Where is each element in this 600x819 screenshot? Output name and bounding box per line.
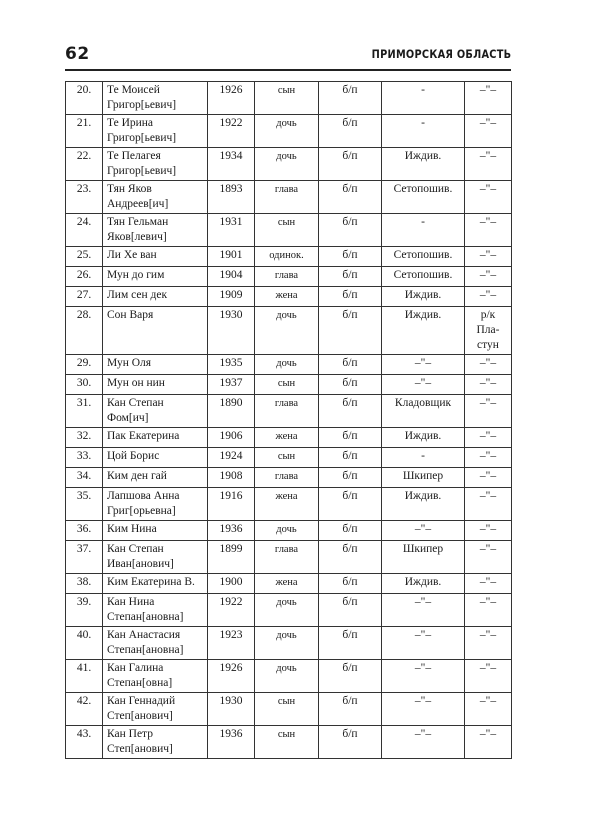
- party-status: б/п: [319, 488, 382, 521]
- table-row: [66, 488, 512, 521]
- row-number: 30.: [66, 375, 103, 395]
- birth-year: 1935: [208, 355, 255, 375]
- party-status: б/п: [319, 267, 382, 287]
- party-status: б/п: [319, 307, 382, 355]
- note: –"–: [465, 627, 512, 660]
- family-relation: дочь: [255, 660, 319, 693]
- row-number: 24.: [66, 214, 103, 247]
- family-relation: сын: [255, 375, 319, 395]
- party-status: б/п: [319, 375, 382, 395]
- note: –"–: [465, 375, 512, 395]
- family-relation: дочь: [255, 307, 319, 355]
- table-row: [66, 267, 512, 287]
- party-status: б/п: [319, 355, 382, 375]
- row-number: 26.: [66, 267, 103, 287]
- party-status: б/п: [319, 726, 382, 759]
- note: –"–: [465, 148, 512, 181]
- note: –"–: [465, 214, 512, 247]
- note: –"–: [465, 594, 512, 627]
- party-status: б/п: [319, 448, 382, 468]
- table-row: [66, 726, 512, 759]
- note: р/к Пла-стун: [465, 307, 512, 355]
- person-name: Пак Екатерина: [103, 428, 208, 448]
- person-name: Кан Степан Фом[ич]: [103, 395, 208, 428]
- note: –"–: [465, 355, 512, 375]
- party-status: б/п: [319, 214, 382, 247]
- family-relation: глава: [255, 395, 319, 428]
- row-number: 35.: [66, 488, 103, 521]
- table-row: [66, 574, 512, 594]
- person-name: Мун до гим: [103, 267, 208, 287]
- birth-year: 1909: [208, 287, 255, 307]
- person-name: Лапшова Анна Григ[орьевна]: [103, 488, 208, 521]
- person-name: Те Моисей Григор[ьевич]: [103, 82, 208, 115]
- occupation: –"–: [382, 693, 465, 726]
- row-number: 29.: [66, 355, 103, 375]
- row-number: 39.: [66, 594, 103, 627]
- note: –"–: [465, 287, 512, 307]
- person-name: Мун Оля: [103, 355, 208, 375]
- birth-year: 1936: [208, 726, 255, 759]
- occupation: -: [382, 214, 465, 247]
- occupation: Иждив.: [382, 148, 465, 181]
- table-row: [66, 375, 512, 395]
- occupation: Сетопошив.: [382, 267, 465, 287]
- occupation: –"–: [382, 521, 465, 541]
- note: –"–: [465, 267, 512, 287]
- row-number: 42.: [66, 693, 103, 726]
- person-name: Тян Яков Андреев[ич]: [103, 181, 208, 214]
- table-row: [66, 247, 512, 267]
- row-number: 23.: [66, 181, 103, 214]
- occupation: –"–: [382, 726, 465, 759]
- note: –"–: [465, 247, 512, 267]
- table-row: [66, 395, 512, 428]
- table-row: [66, 428, 512, 448]
- row-number: 43.: [66, 726, 103, 759]
- table-row: [66, 355, 512, 375]
- row-number: 36.: [66, 521, 103, 541]
- family-relation: жена: [255, 574, 319, 594]
- table-row: [66, 594, 512, 627]
- table-row: [66, 82, 512, 115]
- occupation: Иждив.: [382, 574, 465, 594]
- note: –"–: [465, 468, 512, 488]
- birth-year: 1922: [208, 594, 255, 627]
- birth-year: 1926: [208, 660, 255, 693]
- family-relation: дочь: [255, 521, 319, 541]
- note: –"–: [465, 428, 512, 448]
- table-row: [66, 660, 512, 693]
- person-name: Кан Петр Степ[анович]: [103, 726, 208, 759]
- person-name: Те Ирина Григор[ьевич]: [103, 115, 208, 148]
- occupation: Иждив.: [382, 287, 465, 307]
- table-row: [66, 521, 512, 541]
- occupation: Иждив.: [382, 428, 465, 448]
- person-name: Сон Варя: [103, 307, 208, 355]
- row-number: 38.: [66, 574, 103, 594]
- row-number: 34.: [66, 468, 103, 488]
- table-row: [66, 287, 512, 307]
- birth-year: 1901: [208, 247, 255, 267]
- row-number: 33.: [66, 448, 103, 468]
- table-row: [66, 181, 512, 214]
- person-name: Лим сен дек: [103, 287, 208, 307]
- family-relation: дочь: [255, 148, 319, 181]
- family-relation: одинок.: [255, 247, 319, 267]
- occupation: Иждив.: [382, 307, 465, 355]
- party-status: б/п: [319, 521, 382, 541]
- family-relation: сын: [255, 726, 319, 759]
- birth-year: 1890: [208, 395, 255, 428]
- party-status: б/п: [319, 115, 382, 148]
- party-status: б/п: [319, 660, 382, 693]
- birth-year: 1922: [208, 115, 255, 148]
- family-relation: глава: [255, 541, 319, 574]
- note: –"–: [465, 521, 512, 541]
- occupation: –"–: [382, 375, 465, 395]
- family-relation: дочь: [255, 115, 319, 148]
- table-row: [66, 541, 512, 574]
- occupation: –"–: [382, 627, 465, 660]
- row-number: 28.: [66, 307, 103, 355]
- family-relation: сын: [255, 82, 319, 115]
- occupation: Шкипер: [382, 468, 465, 488]
- birth-year: 1931: [208, 214, 255, 247]
- person-name: Ли Хе ван: [103, 247, 208, 267]
- note: –"–: [465, 181, 512, 214]
- party-status: б/п: [319, 574, 382, 594]
- party-status: б/п: [319, 82, 382, 115]
- birth-year: 1923: [208, 627, 255, 660]
- person-name: Тян Гельман Яков[левич]: [103, 214, 208, 247]
- birth-year: 1893: [208, 181, 255, 214]
- birth-year: 1926: [208, 82, 255, 115]
- running-title: ПРИМОРСКАЯ ОБЛАСТЬ: [371, 47, 511, 61]
- person-name: Кан Нина Степан[ановна]: [103, 594, 208, 627]
- party-status: б/п: [319, 627, 382, 660]
- row-number: 22.: [66, 148, 103, 181]
- family-relation: глава: [255, 181, 319, 214]
- note: –"–: [465, 488, 512, 521]
- birth-year: 1934: [208, 148, 255, 181]
- person-name: Кан Анастасия Степан[ановна]: [103, 627, 208, 660]
- occupation: -: [382, 82, 465, 115]
- family-relation: жена: [255, 287, 319, 307]
- birth-year: 1930: [208, 307, 255, 355]
- family-relation: жена: [255, 428, 319, 448]
- occupation: Иждив.: [382, 488, 465, 521]
- family-relation: глава: [255, 267, 319, 287]
- table-row: [66, 307, 512, 355]
- occupation: Шкипер: [382, 541, 465, 574]
- person-name: Ким ден гай: [103, 468, 208, 488]
- table-row: [66, 148, 512, 181]
- person-name: Ким Екатерина В.: [103, 574, 208, 594]
- birth-year: 1937: [208, 375, 255, 395]
- family-relation: сын: [255, 693, 319, 726]
- table-row: [66, 627, 512, 660]
- page-header: [65, 44, 511, 66]
- note: –"–: [465, 574, 512, 594]
- roster-table: [65, 81, 512, 759]
- occupation: -: [382, 448, 465, 468]
- family-relation: глава: [255, 468, 319, 488]
- person-name: Мун он нин: [103, 375, 208, 395]
- occupation: –"–: [382, 660, 465, 693]
- family-relation: сын: [255, 214, 319, 247]
- person-name: Кан Геннадий Степ[анович]: [103, 693, 208, 726]
- row-number: 20.: [66, 82, 103, 115]
- occupation: –"–: [382, 594, 465, 627]
- occupation: -: [382, 115, 465, 148]
- row-number: 37.: [66, 541, 103, 574]
- party-status: б/п: [319, 594, 382, 627]
- party-status: б/п: [319, 181, 382, 214]
- note: –"–: [465, 660, 512, 693]
- party-status: б/п: [319, 468, 382, 488]
- birth-year: 1900: [208, 574, 255, 594]
- birth-year: 1908: [208, 468, 255, 488]
- family-relation: дочь: [255, 355, 319, 375]
- birth-year: 1904: [208, 267, 255, 287]
- page-number: 62: [65, 44, 90, 64]
- header-rule: [65, 69, 511, 71]
- party-status: б/п: [319, 247, 382, 267]
- person-name: Кан Степан Иван[анович]: [103, 541, 208, 574]
- birth-year: 1916: [208, 488, 255, 521]
- row-number: 40.: [66, 627, 103, 660]
- row-number: 25.: [66, 247, 103, 267]
- person-name: Кан Галина Степан[овна]: [103, 660, 208, 693]
- family-relation: дочь: [255, 627, 319, 660]
- person-name: Ким Нина: [103, 521, 208, 541]
- party-status: б/п: [319, 287, 382, 307]
- occupation: Сетопошив.: [382, 247, 465, 267]
- note: –"–: [465, 541, 512, 574]
- table-row: [66, 214, 512, 247]
- roster-body: [66, 82, 512, 759]
- family-relation: сын: [255, 448, 319, 468]
- row-number: 32.: [66, 428, 103, 448]
- party-status: б/п: [319, 148, 382, 181]
- party-status: б/п: [319, 541, 382, 574]
- table-row: [66, 115, 512, 148]
- birth-year: 1936: [208, 521, 255, 541]
- occupation: –"–: [382, 355, 465, 375]
- note: –"–: [465, 395, 512, 428]
- birth-year: 1899: [208, 541, 255, 574]
- row-number: 27.: [66, 287, 103, 307]
- family-relation: дочь: [255, 594, 319, 627]
- note: –"–: [465, 448, 512, 468]
- row-number: 31.: [66, 395, 103, 428]
- party-status: б/п: [319, 428, 382, 448]
- family-relation: жена: [255, 488, 319, 521]
- birth-year: 1930: [208, 693, 255, 726]
- note: –"–: [465, 82, 512, 115]
- note: –"–: [465, 726, 512, 759]
- party-status: б/п: [319, 395, 382, 428]
- birth-year: 1924: [208, 448, 255, 468]
- occupation: Кладовщик: [382, 395, 465, 428]
- person-name: Цой Борис: [103, 448, 208, 468]
- row-number: 41.: [66, 660, 103, 693]
- row-number: 21.: [66, 115, 103, 148]
- party-status: б/п: [319, 693, 382, 726]
- table-row: [66, 693, 512, 726]
- note: –"–: [465, 693, 512, 726]
- occupation: Сетопошив.: [382, 181, 465, 214]
- person-name: Те Пелагея Григор[ьевич]: [103, 148, 208, 181]
- note: –"–: [465, 115, 512, 148]
- birth-year: 1906: [208, 428, 255, 448]
- table-row: [66, 468, 512, 488]
- table-row: [66, 448, 512, 468]
